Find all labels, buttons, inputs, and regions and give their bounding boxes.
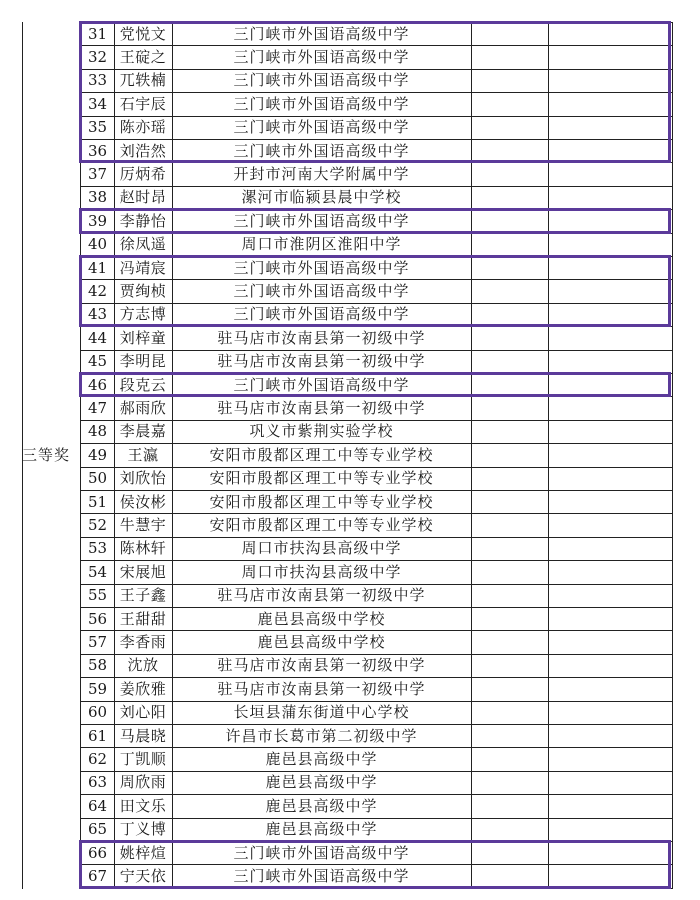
row-number: 35 [87, 118, 108, 137]
empty-cell [471, 584, 548, 607]
row-number: 48 [87, 422, 108, 441]
row-number: 38 [87, 188, 108, 207]
row-number: 67 [87, 866, 108, 885]
student-name: 刘心阳 [119, 703, 167, 722]
student-name: 李晨嘉 [119, 422, 167, 441]
school-name: 驻马店市汝南县第一初级中学 [217, 328, 426, 347]
empty-cell [548, 163, 672, 186]
student-name: 贾绚桢 [119, 281, 167, 300]
highlight-box [79, 208, 671, 233]
empty-cell [548, 701, 672, 724]
student-name: 郝雨欣 [119, 398, 167, 417]
row-number: 57 [87, 632, 108, 651]
student-name: 李明昆 [119, 352, 167, 371]
row-number: 32 [87, 47, 108, 66]
row-number: 63 [87, 773, 108, 792]
student-name: 王子鑫 [119, 586, 167, 605]
school-name: 驻马店市汝南县第一初级中学 [217, 398, 426, 417]
student-name: 王瀛 [127, 445, 159, 464]
empty-cell [471, 678, 548, 701]
empty-cell [548, 397, 672, 420]
empty-cell [471, 818, 548, 841]
row-number: 62 [87, 749, 108, 768]
student-name: 厉炳希 [119, 164, 167, 183]
school-name: 驻马店市汝南县第一初级中学 [217, 352, 426, 371]
highlight-box [79, 21, 671, 163]
student-name: 刘欣怡 [119, 469, 167, 488]
row-number: 65 [87, 820, 108, 839]
empty-cell [471, 233, 548, 256]
highlight-box [79, 840, 671, 889]
row-number: 33 [87, 71, 108, 90]
student-name: 陈林轩 [119, 539, 167, 558]
school-name: 三门峡市外国语高级中学 [233, 281, 410, 300]
empty-cell [548, 584, 672, 607]
empty-cell [471, 795, 548, 818]
empty-cell [548, 561, 672, 584]
school-name: 驻马店市汝南县第一初级中学 [217, 586, 426, 605]
school-name: 三门峡市外国语高级中学 [233, 94, 410, 113]
school-name: 周口市扶沟县高级中学 [241, 562, 402, 581]
student-name: 李静怡 [119, 211, 167, 230]
empty-cell [471, 514, 548, 537]
empty-cell [548, 725, 672, 748]
school-name: 安阳市殷都区理工中等专业学校 [209, 515, 434, 534]
empty-cell [471, 608, 548, 631]
row-number: 56 [87, 609, 108, 628]
student-name: 石宇辰 [119, 94, 167, 113]
student-name: 兀轶楠 [119, 71, 167, 90]
empty-cell [471, 701, 548, 724]
student-name: 牛慧宇 [119, 515, 167, 534]
student-name: 段克云 [119, 375, 167, 394]
row-number: 41 [87, 258, 108, 277]
student-name: 刘浩然 [119, 141, 167, 160]
school-name: 开封市河南大学附属中学 [233, 164, 410, 183]
empty-cell [471, 467, 548, 490]
school-name: 鹿邑县高级中学 [265, 796, 378, 815]
empty-cell [471, 491, 548, 514]
school-name: 长垣县蒲东街道中心学校 [233, 703, 410, 722]
row-number: 52 [87, 515, 108, 534]
empty-cell [471, 654, 548, 677]
empty-cell [548, 467, 672, 490]
empty-cell [548, 771, 672, 794]
row-number: 55 [87, 586, 108, 605]
empty-cell [548, 537, 672, 560]
empty-cell [471, 327, 548, 350]
empty-cell [548, 327, 672, 350]
empty-cell [471, 537, 548, 560]
school-name: 三门峡市外国语高级中学 [233, 211, 410, 230]
row-number: 43 [87, 305, 108, 324]
student-name: 马晨晓 [119, 726, 167, 745]
student-name: 冯靖宸 [119, 258, 167, 277]
row-number: 47 [87, 398, 108, 417]
student-name: 田文乐 [119, 796, 167, 815]
empty-cell [548, 654, 672, 677]
empty-cell [548, 186, 672, 209]
school-name: 三门峡市外国语高级中学 [233, 118, 410, 137]
empty-cell [548, 350, 672, 373]
row-number: 39 [87, 211, 108, 230]
row-number: 50 [87, 469, 108, 488]
row-number: 66 [87, 843, 108, 862]
empty-cell [471, 420, 548, 443]
empty-cell [471, 561, 548, 584]
student-name: 刘梓童 [119, 328, 167, 347]
student-name: 宋展旭 [119, 562, 167, 581]
empty-cell [548, 420, 672, 443]
row-number: 59 [87, 679, 108, 698]
row-number: 49 [87, 445, 108, 464]
highlight-box [79, 372, 671, 397]
empty-cell [548, 444, 672, 467]
student-name: 姜欣雅 [119, 679, 167, 698]
empty-cell [471, 444, 548, 467]
empty-cell [548, 678, 672, 701]
school-name: 许昌市长葛市第二初级中学 [225, 726, 418, 745]
empty-cell [548, 795, 672, 818]
student-name: 徐凤遥 [119, 235, 167, 254]
empty-cell [471, 397, 548, 420]
school-name: 三门峡市外国语高级中学 [233, 71, 410, 90]
student-name: 王碇之 [119, 47, 167, 66]
row-number: 37 [87, 164, 108, 183]
row-number: 64 [87, 796, 108, 815]
school-name: 三门峡市外国语高级中学 [233, 866, 410, 885]
school-name: 漯河市临颍县晨中学校 [241, 188, 402, 207]
empty-cell [471, 748, 548, 771]
empty-cell [548, 491, 672, 514]
row-number: 60 [87, 703, 108, 722]
school-name: 三门峡市外国语高级中学 [233, 47, 410, 66]
row-number: 61 [87, 726, 108, 745]
empty-cell [548, 748, 672, 771]
student-name: 侯汝彬 [119, 492, 167, 511]
empty-cell [471, 350, 548, 373]
school-name: 鹿邑县高级中学 [265, 820, 378, 839]
student-name: 丁凯顺 [119, 749, 167, 768]
row-number: 46 [87, 375, 108, 394]
school-name: 安阳市殷都区理工中等专业学校 [209, 492, 434, 511]
school-name: 鹿邑县高级中学 [265, 749, 378, 768]
empty-cell [548, 818, 672, 841]
row-number: 58 [87, 656, 108, 675]
school-name: 鹿邑县高级中学校 [257, 632, 386, 651]
school-name: 周口市扶沟县高级中学 [241, 539, 402, 558]
school-name: 三门峡市外国语高级中学 [233, 258, 410, 277]
row-number: 34 [87, 94, 108, 113]
student-name: 陈亦瑶 [119, 118, 167, 137]
school-name: 安阳市殷都区理工中等专业学校 [209, 469, 434, 488]
empty-cell [471, 725, 548, 748]
student-name: 方志博 [119, 305, 167, 324]
row-number: 45 [87, 352, 108, 371]
empty-cell [548, 631, 672, 654]
row-number: 36 [87, 141, 108, 160]
student-name: 丁义博 [119, 820, 167, 839]
student-name: 沈放 [127, 656, 159, 675]
student-name: 周欣雨 [119, 773, 167, 792]
school-name: 安阳市殷都区理工中等专业学校 [209, 445, 434, 464]
school-name: 周口市淮阴区淮阳中学 [241, 235, 402, 254]
empty-cell [548, 514, 672, 537]
row-number: 51 [87, 492, 108, 511]
school-name: 驻马店市汝南县第一初级中学 [217, 656, 426, 675]
student-name: 王甜甜 [119, 609, 167, 628]
row-number: 42 [87, 281, 108, 300]
student-name: 宁天依 [119, 866, 167, 885]
school-name: 三门峡市外国语高级中学 [233, 843, 410, 862]
outer-right-border [672, 22, 673, 889]
empty-cell [548, 608, 672, 631]
student-name: 李香雨 [119, 632, 167, 651]
row-number: 44 [87, 328, 108, 347]
student-name: 姚梓煊 [119, 843, 167, 862]
school-name: 鹿邑县高级中学校 [257, 609, 386, 628]
empty-cell [471, 163, 548, 186]
row-number: 54 [87, 562, 108, 581]
student-name: 党悦文 [119, 24, 167, 43]
school-name: 巩义市紫荆实验学校 [249, 422, 394, 441]
row-number: 53 [87, 539, 108, 558]
school-name: 三门峡市外国语高级中学 [233, 24, 410, 43]
empty-cell [471, 771, 548, 794]
empty-cell [471, 186, 548, 209]
school-name: 驻马店市汝南县第一初级中学 [217, 679, 426, 698]
row-number: 40 [87, 235, 108, 254]
school-name: 三门峡市外国语高级中学 [233, 141, 410, 160]
row-number: 31 [87, 24, 108, 43]
empty-cell [471, 631, 548, 654]
highlight-box [79, 255, 671, 327]
school-name: 鹿邑县高级中学 [265, 773, 378, 792]
school-name: 三门峡市外国语高级中学 [233, 375, 410, 394]
student-name: 赵时昂 [119, 188, 167, 207]
empty-cell [548, 233, 672, 256]
award-level-label: 三等奖 [22, 446, 71, 464]
school-name: 三门峡市外国语高级中学 [233, 305, 410, 324]
